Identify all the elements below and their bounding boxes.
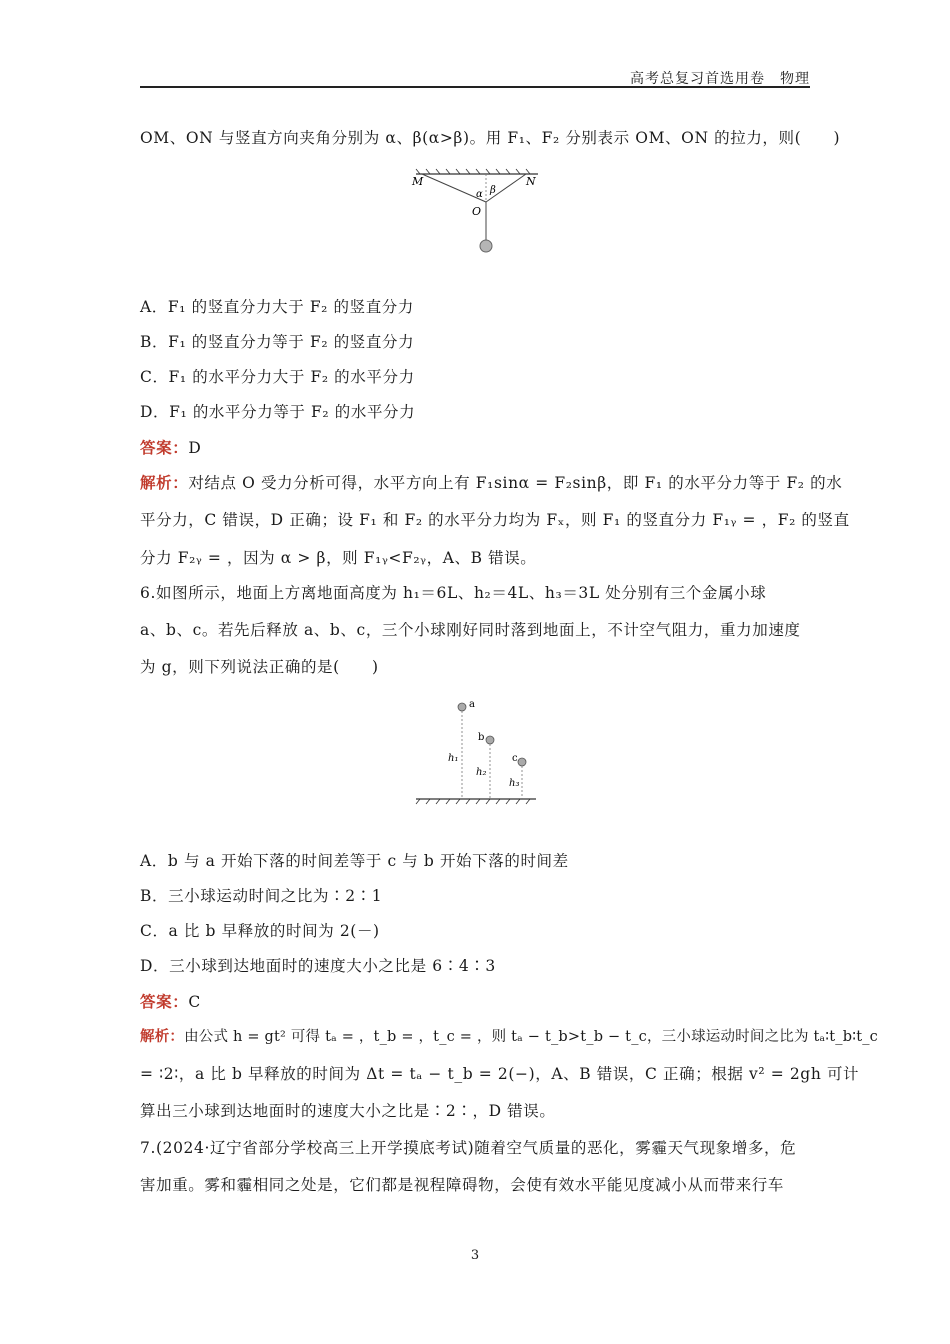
ceiling-hatch	[416, 169, 538, 174]
q6-option-d: D．三小球到达地面时的速度大小之比是 6∶4∶3	[140, 957, 496, 975]
q6-analysis-line-3: 算出三小球到达地面时的速度大小之比是∶2∶，D 错误。	[140, 1102, 556, 1120]
q6-figure	[412, 695, 542, 810]
page-number: 3	[470, 1248, 480, 1263]
q5-stem: OM、ON 与竖直方向夹角分别为 α、β(α>β)。用 F₁、F₂ 分别表示 OM、ON 的拉力，则( )	[140, 129, 841, 147]
q5-answer-label: 答案：	[140, 438, 189, 457]
q6-answer	[140, 992, 810, 1012]
label-b: b	[478, 732, 485, 743]
label-h3: h₃	[509, 778, 520, 789]
q6-analysis-line-1	[140, 1027, 879, 1047]
q5-answer-value: D	[188, 439, 202, 457]
q5-analysis-line-1	[140, 473, 843, 493]
label-o: O	[472, 205, 482, 218]
label-c: c	[512, 753, 518, 764]
q5-option-d: D．F₁ 的水平分力等于 F₂ 的水平分力	[140, 403, 416, 421]
q6-option-c: C．a 比 b 早释放的时间为 2(－)	[140, 922, 380, 940]
ball-a	[458, 703, 466, 711]
ground-hatch	[416, 799, 536, 804]
label-n: N	[526, 175, 536, 188]
q5-option-b: B．F₁ 的竖直分力等于 F₂ 的竖直分力	[140, 333, 415, 351]
q6-analysis-line-2: = ∶2∶，a 比 b 早释放的时间为 Δt = tₐ − t_b = 2(−)，A、B 错误，C 正确；根据 v² = 2gh 可计	[140, 1065, 860, 1083]
ball-c	[518, 758, 526, 766]
q5-analysis-text-1: 对结点 O 受力分析可得，水平方向上有 F₁sinα = F₂sinβ，即 F₁ 的水平分力等于 F₂ 的水	[188, 474, 843, 492]
label-beta: β	[490, 185, 496, 196]
q7-stem-line-1: 7.(2024·辽宁省部分学校高三上开学摸底考试)随着空气质量的恶化，雾霾天气现象增多，危	[140, 1139, 797, 1157]
q6-stem-line-3: 为 g，则下列说法正确的是( )	[140, 658, 379, 676]
q6-stem-line-1: 6.如图所示，地面上方离地面高度为 h₁＝6L、h₂＝4L、h₃＝3L 处分别有三个金属小球	[140, 584, 767, 602]
q6-option-a: A．b 与 a 开始下落的时间差等于 c 与 b 开始下落的时间差	[140, 852, 569, 870]
label-h1: h₁	[448, 753, 459, 764]
q6-analysis-label: 解析：	[140, 1028, 185, 1045]
label-m: M	[412, 175, 424, 188]
q6-option-b: B．三小球运动时间之比为∶2∶1	[140, 887, 383, 905]
q5-analysis-line-2: 平分力，C 错误，D 正确；设 F₁ 和 F₂ 的水平分力均为 Fₓ，则 F₁ 的竖直分力 F₁ᵧ = ，F₂ 的竖直	[140, 511, 850, 529]
label-a: a	[469, 699, 475, 710]
q5-analysis-label: 解析：	[140, 473, 189, 492]
q5-figure	[408, 168, 548, 258]
q5-analysis-line-3: 分力 F₂ᵧ = ，因为 α > β，则 F₁ᵧ<F₂ᵧ，A、B 错误。	[140, 549, 537, 567]
q7-stem-line-2: 害加重。雾和霾相同之处是，它们都是视程障碍物，会使有效水平能见度减小从而带来行车	[140, 1176, 785, 1194]
q6-answer-value: C	[188, 993, 201, 1011]
hanging-ball	[480, 240, 492, 252]
q5-option-a: A．F₁ 的竖直分力大于 F₂ 的竖直分力	[140, 298, 415, 316]
label-alpha: α	[476, 189, 483, 200]
q6-analysis-text-1: 由公式 h = gt² 可得 tₐ = ，t_b = ，t_c = ，则 tₐ − t_b>t_b − t_c，三小球运动时间之比为 tₐ∶t_b∶t_c	[184, 1029, 879, 1045]
q5-answer	[140, 438, 810, 458]
header-title: 高考总复习首选用卷 物理	[630, 71, 810, 87]
q6-stem-line-2: a、b、c。若先后释放 a、b、c，三个小球刚好同时落到地面上，不计空气阻力，重力加速度	[140, 621, 801, 639]
q5-option-c: C．F₁ 的水平分力大于 F₂ 的水平分力	[140, 368, 415, 386]
ball-b	[486, 736, 494, 744]
label-h2: h₂	[476, 767, 487, 778]
page-header	[140, 66, 810, 88]
q6-answer-label: 答案：	[140, 992, 189, 1011]
